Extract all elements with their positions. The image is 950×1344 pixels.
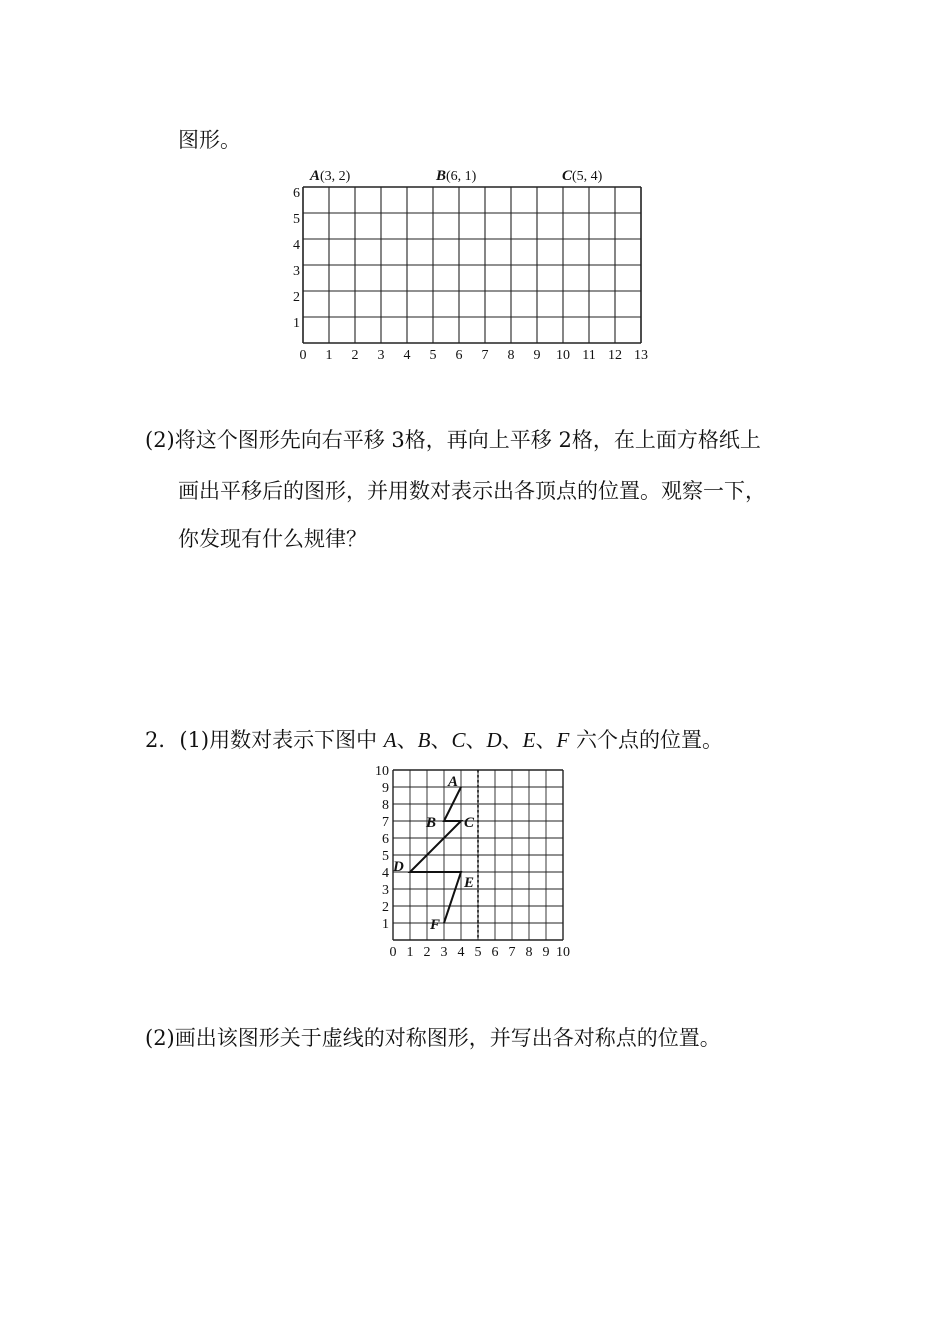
- x-tick-label: 11: [582, 348, 596, 363]
- q2-sep: 、: [465, 728, 487, 752]
- point-label-a: A: [448, 774, 459, 790]
- q2-letter-b: B: [417, 728, 431, 752]
- x-tick-label: 10: [556, 348, 570, 363]
- x-tick-label: 1: [406, 945, 414, 960]
- q1-part2-line2: 画出平移后的图形，并用数对表示出各顶点的位置。观察一下，: [178, 479, 766, 503]
- point-label-e: E: [464, 875, 475, 891]
- point-letter: C: [562, 168, 573, 184]
- y-tick-label: 7: [382, 815, 389, 830]
- q2-sep: 、: [535, 728, 557, 752]
- x-tick-label: 13: [634, 348, 648, 363]
- x-tick-label: 2: [351, 348, 359, 363]
- x-tick-label: 0: [389, 945, 397, 960]
- y-tick-label: 8: [382, 798, 389, 813]
- q2-sep: 、: [501, 728, 523, 752]
- point-coords: (5, 4): [572, 169, 603, 184]
- point-coords: (6, 1): [446, 169, 477, 184]
- q1-part2-line1: (2)将这个图形先向右平移 3格，再向上平移 2格，在上面方格纸上: [145, 428, 761, 452]
- x-tick-label: 8: [507, 348, 515, 363]
- q1-part2-line3: 你发现有什么规律？: [178, 527, 367, 551]
- q2-letter-c: C: [451, 728, 466, 752]
- x-tick-label: 6: [491, 945, 499, 960]
- y-tick-label: 1: [382, 917, 389, 932]
- q2-letter-d: D: [486, 728, 502, 752]
- x-tick-label: 3: [377, 348, 385, 363]
- q2-number: 2．: [145, 728, 180, 752]
- y-tick-label: 3: [382, 883, 389, 898]
- y-tick-label: 3: [293, 264, 300, 279]
- q2-sep: 、: [396, 728, 418, 752]
- y-tick-label: 2: [293, 290, 300, 305]
- q2-sep: 、: [430, 728, 452, 752]
- x-tick-label: 12: [608, 348, 622, 363]
- point-letter: A: [310, 168, 321, 184]
- y-tick-label: 5: [293, 212, 300, 227]
- y-tick-label: 1: [293, 316, 300, 331]
- q2-part2: (2)画出该图形关于虚线的对称图形，并写出各对称点的位置。: [145, 1026, 721, 1050]
- point-letter: B: [436, 168, 447, 184]
- x-tick-label: 7: [481, 348, 489, 363]
- x-tick-label: 8: [525, 945, 533, 960]
- y-tick-label: 2: [382, 900, 389, 915]
- x-tick-label: 4: [457, 945, 465, 960]
- q2-part1-prefix: (1)用数对表示下图中: [179, 728, 384, 752]
- y-tick-label: 5: [382, 849, 389, 864]
- q2-part1-suffix: 六个点的位置。: [569, 728, 723, 752]
- q1-text-top: 图形。: [178, 128, 241, 152]
- y-tick-label: 4: [293, 238, 300, 253]
- x-tick-label: 9: [533, 348, 541, 363]
- x-tick-label: 6: [455, 348, 463, 363]
- x-tick-label: 5: [429, 348, 437, 363]
- point-label-b: B: [426, 815, 437, 831]
- y-tick-label: 6: [293, 186, 300, 201]
- point-label-f: F: [430, 917, 441, 933]
- x-tick-label: 1: [325, 348, 333, 363]
- x-tick-label: 2: [423, 945, 431, 960]
- x-tick-label: 9: [542, 945, 550, 960]
- q2-letter-e: E: [522, 728, 536, 752]
- y-tick-label: 9: [382, 781, 389, 796]
- x-tick-label: 3: [440, 945, 448, 960]
- x-tick-label: 7: [508, 945, 516, 960]
- q2-letter-a: A: [383, 728, 397, 752]
- point-label-c: C: [464, 815, 475, 831]
- x-tick-label: 5: [474, 945, 482, 960]
- y-tick-label: 10: [375, 764, 389, 779]
- q2-letter-f: F: [556, 728, 570, 752]
- point-label-d: D: [393, 859, 404, 875]
- x-tick-label: 0: [299, 348, 307, 363]
- y-tick-label: 6: [382, 832, 389, 847]
- y-tick-label: 4: [382, 866, 389, 881]
- point-coords: (3, 2): [320, 169, 351, 184]
- x-tick-label: 10: [556, 945, 570, 960]
- x-tick-label: 4: [403, 348, 411, 363]
